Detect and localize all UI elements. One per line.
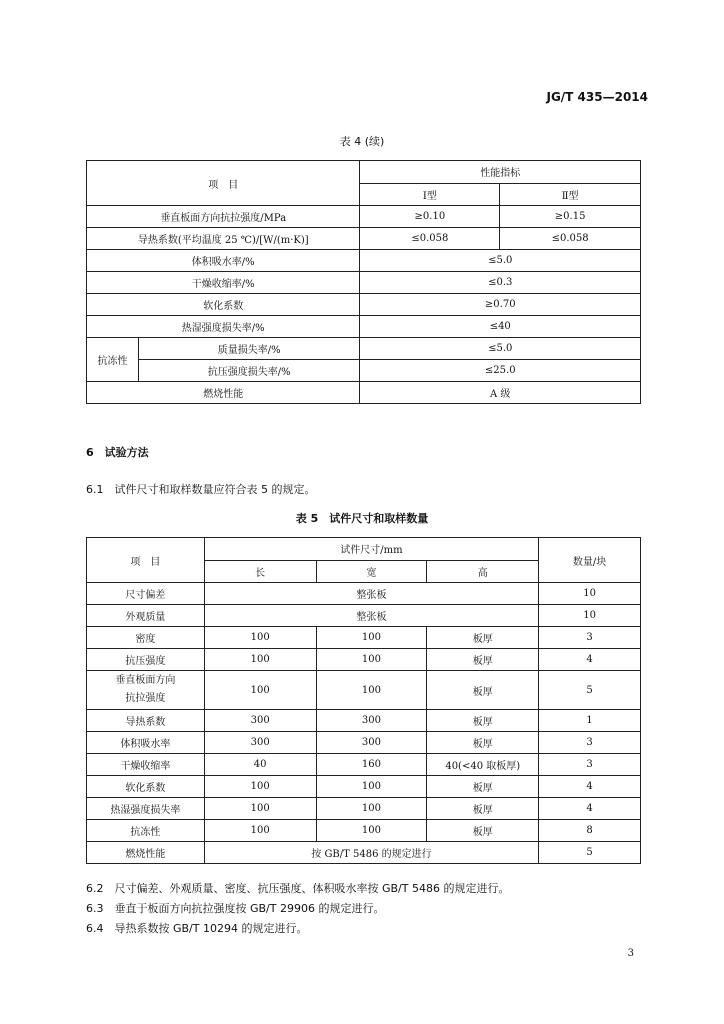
cell: 3	[539, 627, 641, 649]
cell: 板厚	[427, 649, 539, 671]
cell: 100	[204, 649, 316, 671]
cell: 4	[539, 798, 641, 820]
cell: 整张板	[204, 605, 538, 627]
row-label: 干燥收缩率	[87, 754, 205, 776]
cell: 100	[316, 798, 427, 820]
row-label: 体积吸水率/%	[87, 250, 360, 272]
cell: 160	[316, 754, 427, 776]
frost-label: 抗冻性	[87, 338, 139, 382]
table5-header-size: 试件尺寸/mm	[204, 538, 538, 561]
cell: 100	[316, 627, 427, 649]
cell: 5	[539, 842, 641, 864]
table-row	[87, 250, 641, 272]
cell: 40	[204, 754, 316, 776]
row-label: 热湿强度损失率/%	[87, 316, 360, 338]
table-row	[87, 206, 641, 228]
cell: 按 GB/T 5486 的规定进行	[204, 842, 538, 864]
cell: 100	[204, 820, 316, 842]
table5-header-qty: 数量/块	[539, 538, 641, 583]
row-label: 导热系数(平均温度 25 ℃)/[W/(m·K)]	[87, 228, 360, 250]
table-row	[87, 294, 641, 316]
table-row	[87, 649, 641, 671]
cell: 整张板	[204, 583, 538, 605]
row-label: 质量损失率/%	[138, 338, 360, 360]
table4-header-type1: Ⅰ型	[360, 183, 500, 206]
table5-header-item: 项 目	[87, 538, 205, 583]
table-row	[87, 338, 641, 360]
cell: A 级	[360, 382, 641, 404]
cell: ≤5.0	[360, 250, 641, 272]
cell: ≤5.0	[360, 338, 641, 360]
table4	[86, 160, 641, 404]
cell: 5	[539, 671, 641, 710]
table4-header-performance: 性能指标	[360, 161, 641, 184]
cell: 板厚	[427, 710, 539, 732]
standard-code: JG/T 435—2014	[546, 90, 648, 104]
cell: ≥0.15	[500, 206, 641, 228]
clause-6-2: 6.2 尺寸偏差、外观质量、密度、抗压强度、体积吸水率按 GB/T 5486 的规定进行。	[86, 882, 510, 895]
cell: ≤25.0	[360, 360, 641, 382]
cell: 100	[316, 820, 427, 842]
cell: 100	[204, 627, 316, 649]
table-row	[87, 732, 641, 754]
table-row	[87, 820, 641, 842]
row-label: 燃烧性能	[87, 382, 360, 404]
cell: 板厚	[427, 671, 539, 710]
row-label: 干燥收缩率/%	[87, 272, 360, 294]
cell: 10	[539, 605, 641, 627]
cell: 3	[539, 732, 641, 754]
cell: ≤0.3	[360, 272, 641, 294]
cell: 3	[539, 754, 641, 776]
table-row	[87, 710, 641, 732]
clause-6-3: 6.3 垂直于板面方向抗拉强度按 GB/T 29906 的规定进行。	[86, 902, 385, 915]
table4-header-type2: Ⅱ型	[500, 183, 641, 206]
cell: 300	[204, 710, 316, 732]
table5-caption: 表 5 试件尺寸和取样数量	[295, 512, 429, 525]
table5-header-width: 宽	[316, 560, 427, 583]
clause-6-4: 6.4 导热系数按 GB/T 10294 的规定进行。	[86, 922, 308, 935]
cell: 100	[316, 671, 427, 710]
table5	[86, 537, 641, 864]
table-row	[87, 798, 641, 820]
clause-6-1: 6.1 试件尺寸和取样数量应符合表 5 的规定。	[86, 483, 316, 496]
cell: ≥0.70	[360, 294, 641, 316]
cell: ≤40	[360, 316, 641, 338]
table-row	[87, 627, 641, 649]
cell: 100	[204, 798, 316, 820]
cell: ≤0.058	[360, 228, 500, 250]
row-label: 密度	[87, 627, 205, 649]
table-row	[87, 360, 641, 382]
cell: ≤0.058	[500, 228, 641, 250]
section-6-title: 6 试验方法	[86, 446, 149, 459]
cell: 4	[539, 776, 641, 798]
table-row	[87, 382, 641, 404]
table-row	[87, 671, 641, 710]
cell: 300	[316, 732, 427, 754]
row-label: 外观质量	[87, 605, 205, 627]
cell: 100	[204, 671, 316, 710]
page-number: 3	[627, 948, 634, 959]
table-row	[87, 776, 641, 798]
table-row	[87, 228, 641, 250]
cell: 板厚	[427, 798, 539, 820]
cell: 10	[539, 583, 641, 605]
row-label-line1: 垂直板面方向	[115, 675, 176, 686]
row-label	[87, 671, 205, 710]
cell: 板厚	[427, 776, 539, 798]
cell: 板厚	[427, 732, 539, 754]
row-label: 尺寸偏差	[87, 583, 205, 605]
cell: 100	[316, 649, 427, 671]
table5-header-length: 长	[204, 560, 316, 583]
row-label: 热湿强度损失率	[87, 798, 205, 820]
row-label: 软化系数	[87, 776, 205, 798]
row-label: 软化系数	[87, 294, 360, 316]
cell: ≥0.10	[360, 206, 500, 228]
table5-header-height: 高	[427, 560, 539, 583]
table-row	[87, 583, 641, 605]
table4-caption: 表 4 (续)	[339, 135, 385, 148]
cell: 板厚	[427, 627, 539, 649]
cell: 4	[539, 649, 641, 671]
cell: 40(<40 取板厚)	[427, 754, 539, 776]
cell: 板厚	[427, 820, 539, 842]
table4-header-item: 项 目	[87, 161, 360, 206]
cell: 300	[204, 732, 316, 754]
row-label: 导热系数	[87, 710, 205, 732]
table-row	[87, 272, 641, 294]
table-row	[87, 605, 641, 627]
table-row	[87, 754, 641, 776]
table-row	[87, 842, 641, 864]
row-label: 燃烧性能	[87, 842, 205, 864]
row-label: 抗压强度损失率/%	[138, 360, 360, 382]
table-row	[87, 316, 641, 338]
cell: 300	[316, 710, 427, 732]
row-label: 抗冻性	[87, 820, 205, 842]
row-label: 抗压强度	[87, 649, 205, 671]
row-label-line2: 抗拉强度	[125, 693, 166, 704]
cell: 8	[539, 820, 641, 842]
cell: 1	[539, 710, 641, 732]
cell: 100	[204, 776, 316, 798]
row-label: 垂直板面方向抗拉强度/MPa	[87, 206, 360, 228]
row-label: 体积吸水率	[87, 732, 205, 754]
cell: 100	[316, 776, 427, 798]
